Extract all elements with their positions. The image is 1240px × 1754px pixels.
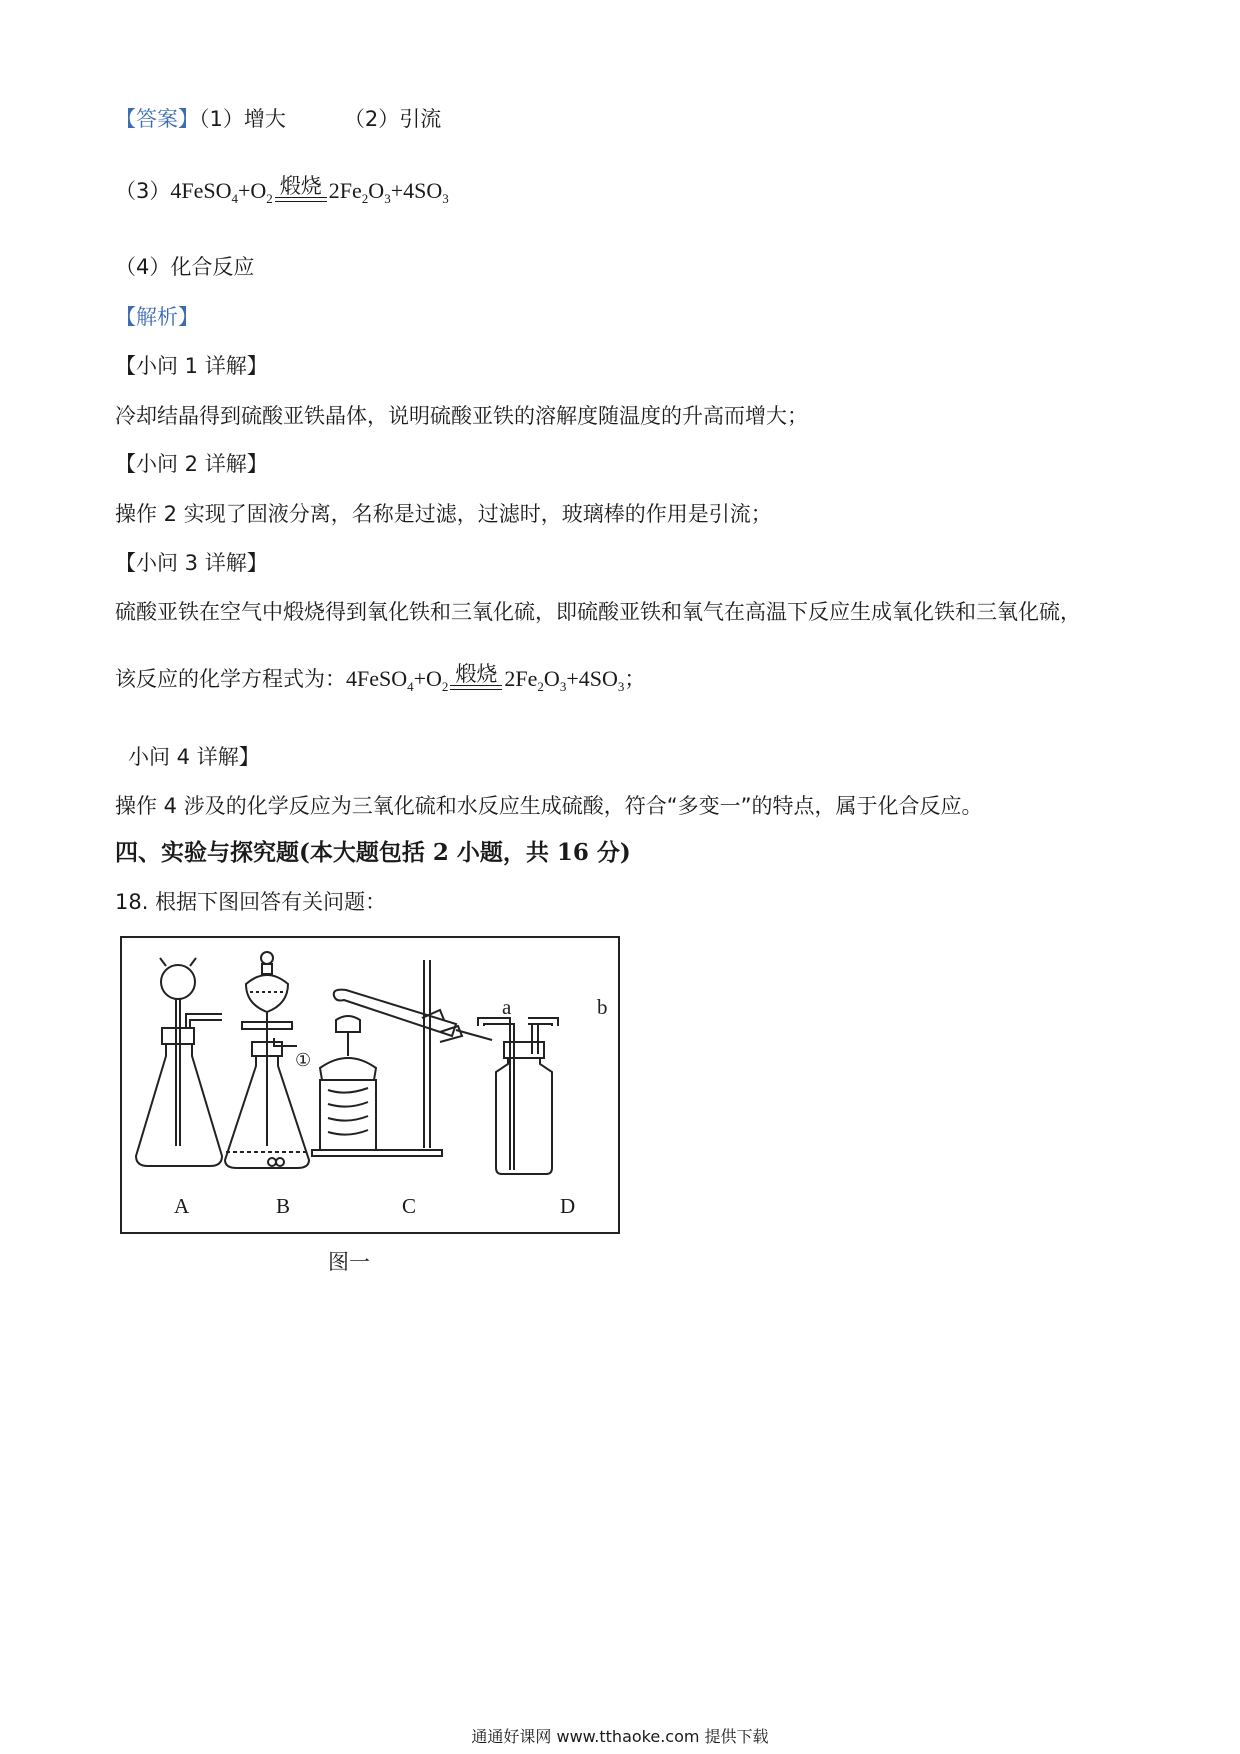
- subq4-title: 小问 4 详解】: [128, 745, 260, 769]
- answer-q3-prefix: （3）: [115, 179, 171, 203]
- answer-q2: （2）引流: [343, 107, 442, 131]
- eq-condition: 煅烧: [275, 175, 327, 202]
- answer-line: [115, 104, 441, 134]
- subq3-eq-prefix: 该反应的化学方程式为：: [115, 667, 346, 691]
- subq3-equation-line: [115, 664, 645, 694]
- tube-label-b: b: [597, 995, 608, 1019]
- answer-q3-line: [115, 176, 449, 206]
- eq-left-2: $+O_2$: [238, 178, 273, 206]
- label-d: D: [560, 1194, 576, 1218]
- subq3-equation: 4FeSO$_4$ $+O_2$ 煅烧 $2Fe_2$ $O_3$ $+4SO_3$: [346, 662, 625, 694]
- label-a: A: [174, 1194, 190, 1218]
- question-18: 18. 根据下图回答有关问题：: [115, 890, 387, 914]
- label-b: B: [276, 1194, 291, 1218]
- subq3-eq-suffix: ；: [624, 667, 646, 691]
- label-c: C: [402, 1194, 417, 1218]
- apparatus-a: [136, 958, 222, 1166]
- subq4-text: 操作 4 涉及的化学反应为三氧化硫和水反应生成硫酸，符合“多变一”的特点，属于化合反应。: [115, 794, 983, 818]
- apparatus-c: [312, 960, 492, 1156]
- subq2-text: 操作 2 实现了固液分离，名称是过滤，过滤时，玻璃棒的作用是引流；: [115, 502, 772, 526]
- answer-q4: （4）化合反应: [115, 255, 255, 279]
- footer-text: 通通好课网 www.tthaoke.com 提供下载: [471, 1727, 769, 1746]
- subq1-title: 【小问 1 详解】: [115, 354, 268, 378]
- subq2-title: 【小问 2 详解】: [115, 452, 268, 476]
- subq1-text: 冷却结晶得到硫酸亚铁晶体，说明硫酸亚铁的溶解度随温度的升高而增大；: [115, 404, 808, 428]
- subq3-title: 【小问 3 详解】: [115, 551, 268, 575]
- answer-q1: （1）增大: [199, 107, 286, 131]
- eq-right-2: $O_3$: [368, 178, 391, 206]
- subq3-text: 硫酸亚铁在空气中煅烧得到氧化铁和三氧化硫，即硫酸亚铁和氧气在高温下反应生成氧化铁和三氧化硫，: [115, 600, 1081, 624]
- apparatus-drawing: [122, 938, 618, 1232]
- answer-q3-equation: [170, 176, 448, 206]
- marker-circle-1: ①: [295, 1050, 312, 1071]
- answer-tag: 【答案】: [115, 107, 199, 131]
- eq-right-3: $+4SO_3$: [390, 178, 449, 206]
- eq-left-1: 4FeSO$_4$: [170, 178, 238, 206]
- figure-caption: 图一: [328, 1250, 370, 1274]
- analysis-tag: 【解析】: [115, 305, 199, 329]
- eq-right-1: $2Fe_2$: [328, 178, 369, 206]
- apparatus-d: [478, 1018, 558, 1174]
- tube-label-a: a: [502, 995, 512, 1019]
- section4-title: 四、实验与探究题(本大题包括 2 小题，共 16 分): [115, 839, 631, 866]
- apparatus-figure: [120, 936, 620, 1234]
